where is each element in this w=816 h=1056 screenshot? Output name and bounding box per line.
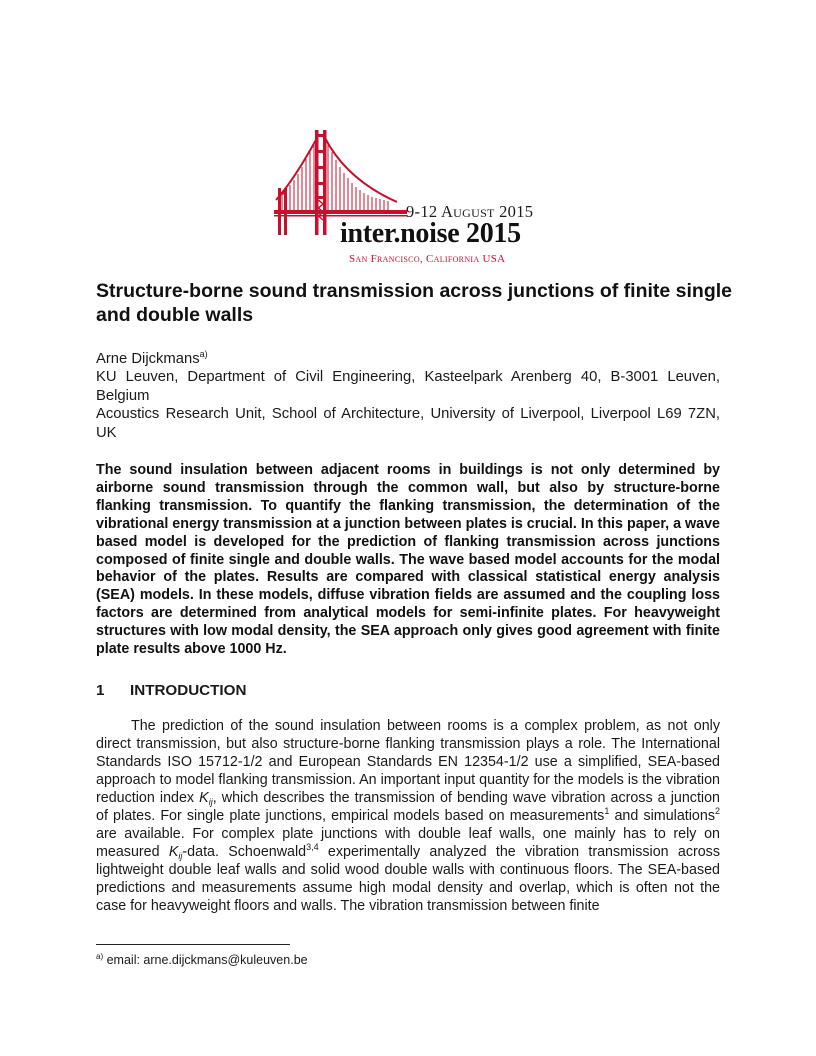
footnote	[96, 953, 308, 967]
intro-text-1: The prediction of the sound insulation between rooms is a complex problem, as not only direct transmission, but also structure-borne flanking transmission plays a role. The International Standards ISO 15712-1/2 and European Standards EN 12354-1/2 use a simplified, SEA-based approach to model flanking transmission. An important input quantity for the models is the vibration reduction index	[96, 718, 720, 806]
kij-symbol: K	[199, 789, 209, 806]
kij-subscript: ij	[178, 850, 183, 861]
kij-symbol: K	[168, 843, 179, 860]
conference-location: San Francisco, California USA	[349, 253, 506, 265]
kij-subscript: ij	[208, 796, 213, 807]
citation-1: 1	[604, 805, 610, 816]
paper-title: Structure-borne sound transmission across junctions of finite single and double walls	[96, 280, 733, 326]
footnote-mark: a)	[96, 952, 104, 961]
footnote-divider	[96, 944, 290, 945]
author-block	[96, 350, 720, 442]
section-title: INTRODUCTION	[130, 682, 247, 699]
intro-text-5: -data. Schoenwald	[182, 843, 307, 860]
conference-date: 9-12 August 2015	[406, 202, 534, 221]
abstract: The sound insulation between adjacent rooms in buildings is not only determined by airborne sound transmission through the common wall, but also by structure-borne flanking transmission. To quantify the flanking transmission, the determination of the vibrational energy transmission at a junction between plates is crucial. In this paper, a wave based model is developed for the prediction of flanking transmission across junctions composed of finite single and double walls. The wave based model accounts for the modal behavior of the plates. Results are compared with classical statistical energy analysis (SEA) models. In these models, diffuse vibration fields are assumed and the coupling loss factors are determined from analytical models for semi-infinite plates. For heavyweight structures with low modal density, the SEA approach only gives good agreement with finite plate results above 1000 Hz.	[96, 462, 720, 658]
intro-text-2: , which describes the transmission of bending wave vibration across a junction of plates. For single plate junctions, empirical models based on measurements	[96, 789, 720, 824]
section-number: 1	[96, 682, 105, 699]
intro-paragraph	[96, 718, 720, 915]
author-name: Arne Dijckmans	[96, 351, 200, 367]
intro-text-6: experimentally analyzed the vibration transmission across lightweight double leaf walls and solid wood double walls with continuous floors. The SEA-based predictions and measurements assume high modal density and overlap, which is often not the case for heavyweight floors and walls. The vibration transmission between finite	[96, 843, 720, 914]
section-heading	[96, 682, 720, 699]
citation-2: 2	[715, 805, 721, 816]
conference-brand: inter.noise 2015	[340, 218, 521, 249]
intro-text-3: and simulations	[609, 807, 715, 824]
author-line	[96, 350, 720, 368]
intro-text-4: are available. For complex plate junctions with double leaf walls, one mainly has to rely on measured	[96, 825, 720, 860]
affiliation-1: KU Leuven, Department of Civil Engineering, Kasteelpark Arenberg 40, B-3001 Leuven, Belgium	[96, 369, 720, 404]
affiliation-2: Acoustics Research Unit, School of Architecture, University of Liverpool, Liverpool L69 7ZN, UK	[96, 406, 720, 441]
footnote-email[interactable]: email: arne.dijckmans@kuleuven.be	[106, 953, 308, 967]
author-footnote-mark: a)	[199, 349, 208, 359]
conference-logo	[272, 130, 548, 270]
citation-3-4: 3,4	[306, 841, 319, 852]
